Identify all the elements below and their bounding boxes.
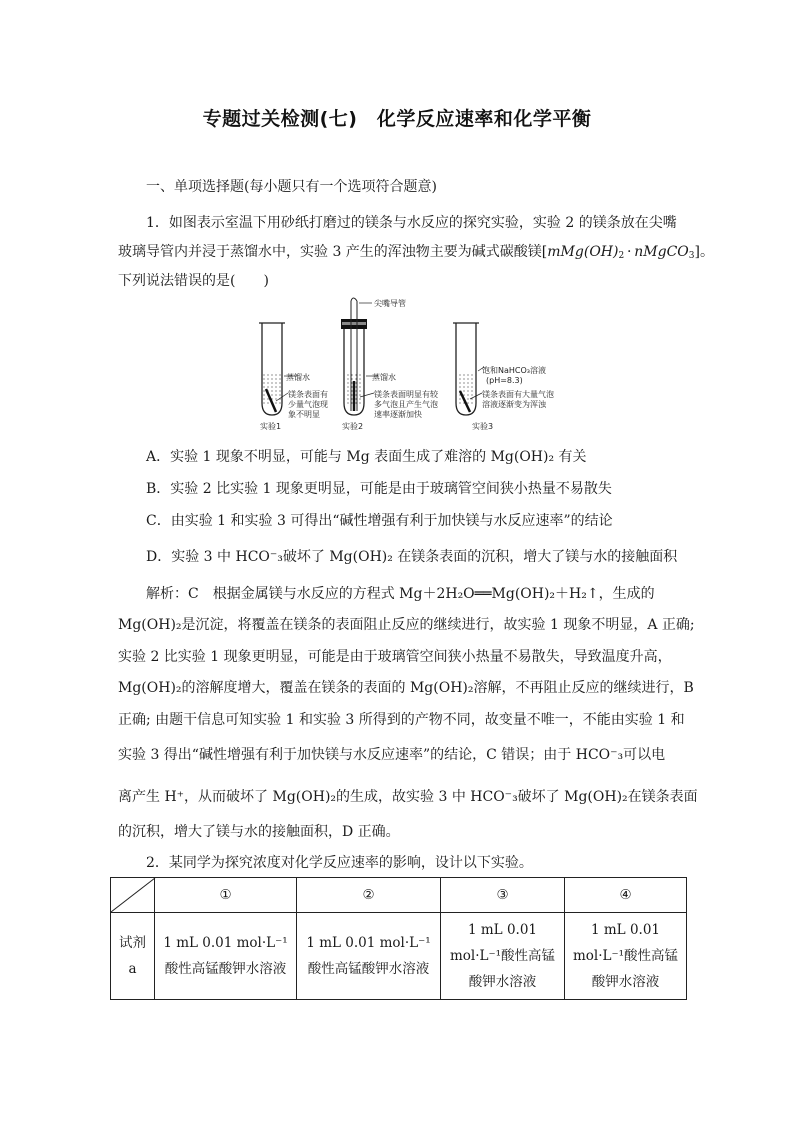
- tube3-solution-label: 饱和NaHCO₃溶液: [482, 366, 546, 375]
- table-header-row: [111, 878, 687, 913]
- tube1-desc-2: 少量气泡现: [288, 400, 328, 409]
- tube1-desc-1: 镁条表面有: [288, 390, 328, 399]
- q1-option-a: A．实验 1 现象不明显，可能与 Mg 表面生成了难溶的 Mg(OH)₂ 有关: [146, 449, 587, 465]
- tube3-desc-1: 镁条表面有大量气泡: [482, 390, 554, 399]
- table-header-1: ①: [155, 878, 297, 913]
- q1-stem-line-3: 下列说法错误的是( ): [118, 273, 269, 289]
- table-header-3: ③: [441, 878, 565, 913]
- table-header-4: ④: [565, 878, 687, 913]
- experiment-table: [110, 877, 687, 1000]
- diagonal-line: [111, 878, 155, 912]
- tube1-desc-3: 象不明显: [288, 410, 320, 419]
- tube1-name: 实验1: [260, 422, 282, 431]
- row-label: 试剂 a: [111, 913, 155, 1000]
- tube2-desc-1: 镁条表面明显有较: [374, 390, 438, 399]
- tube2-name: 实验2: [342, 422, 364, 431]
- test-tube-2: [341, 298, 439, 431]
- table-cell-3: 1 mL 0.01 mol·L⁻¹酸性高锰酸钾水溶液: [441, 913, 565, 1000]
- page-title: 专题过关检测(七) 化学反应速率和化学平衡: [202, 108, 592, 130]
- q1-option-b: B．实验 2 比实验 1 现象更明显，可能是由于玻璃管空间狭小热量不易散失: [146, 481, 612, 497]
- test-tube-1: [259, 323, 328, 431]
- tube1-water-label: 蒸馏水: [286, 373, 310, 382]
- q1-stem-line-2: 玻璃导管内并浸于蒸馏水中，实验 3 产生的浑浊物主要为碱式碳酸镁[$mMg(OH)_2$ · nMgCO$_3$]。: [118, 244, 714, 261]
- q1-option-c: C．由实验 1 和实验 3 可得出“碱性增强有利于加快镁与水反应速率”的结论: [146, 513, 613, 529]
- tube2-water-label: 蒸馏水: [372, 373, 396, 382]
- table-cell-1: 1 mL 0.01 mol·L⁻¹酸性高锰酸钾水溶液: [155, 913, 297, 1000]
- answer-line-4: Mg(OH)₂的溶解度增大，覆盖在镁条的表面的 Mg(OH)₂溶解，不再阻止反应的继续进行，B: [118, 680, 694, 696]
- section-heading: 一、单项选择题(每小题只有一个选项符合题意): [146, 179, 437, 195]
- tube2-desc-3: 速率逐渐加快: [374, 410, 422, 419]
- table-row: [111, 913, 687, 1000]
- test-tube-3: [453, 323, 554, 431]
- table-header-2: ②: [297, 878, 441, 913]
- q1-stem-line-1: 1．如图表示室温下用砂纸打磨过的镁条与水反应的探究实验，实验 2 的镁条放在尖嘴: [146, 215, 677, 231]
- experiment-figure: [250, 293, 554, 433]
- answer-line-8: 的沉积，增大了镁与水的接触面积，D 正确。: [118, 824, 400, 840]
- nozzle-tube-label: 尖嘴导管: [374, 299, 406, 308]
- tube2-desc-2: 多气泡且产生气泡: [374, 400, 438, 409]
- table-corner-cell: [111, 878, 155, 913]
- table-cell-2: 1 mL 0.01 mol·L⁻¹酸性高锰酸钾水溶液: [297, 913, 441, 1000]
- answer-line-5: 正确; 由题干信息可知实验 1 和实验 3 所得到的产物不同，故变量不唯一，不能由实验 1 和: [118, 712, 685, 728]
- q1-option-d: D．实验 3 中 HCO⁻₃破坏了 Mg(OH)₂ 在镁条表面的沉积，增大了镁与水的接触面积: [146, 549, 678, 565]
- answer-line-6: 实验 3 得出“碱性增强有利于加快镁与水反应速率”的结论，C 错误；由于 HCO⁻₃可以电: [118, 747, 666, 763]
- tube3-name: 实验3: [472, 422, 494, 431]
- answer-line-2: Mg(OH)₂是沉淀，将覆盖在镁条的表面阻止反应的继续进行，故实验 1 现象不明显，A 正确;: [118, 617, 695, 633]
- answer-line-1: 解析：C 根据金属镁与水反应的方程式 Mg＋2H₂O══Mg(OH)₂＋H₂↑，生成的: [146, 586, 655, 602]
- table-cell-4: 1 mL 0.01 mol·L⁻¹酸性高锰酸钾水溶液: [565, 913, 687, 1000]
- answer-line-7: 离产生 H⁺，从而破坏了 Mg(OH)₂的生成，故实验 3 中 HCO⁻₃破坏了 Mg(OH)₂在镁条表面: [118, 789, 698, 805]
- q2-stem: 2．某同学为探究浓度对化学反应速率的影响，设计以下实验。: [146, 855, 533, 871]
- tube3-ph-label: (pH=8.3): [486, 376, 523, 385]
- tube3-desc-2: 溶液逐渐变为浑浊: [482, 400, 546, 409]
- answer-line-3: 实验 2 比实验 1 现象更明显，可能是由于玻璃管空间狭小热量不易散失，导致温度升高，: [118, 649, 672, 665]
